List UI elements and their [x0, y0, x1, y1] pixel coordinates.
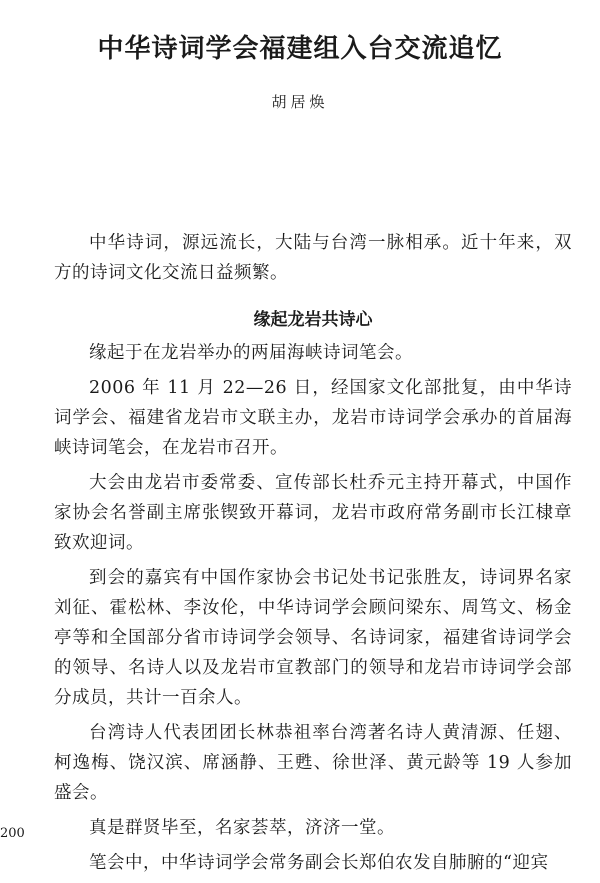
paragraph-3: 大会由龙岩市委常委、宣传部长杜乔元主持开幕式，中国作家协会名誉副主席张锲致开幕词，龙岩市政府常务副市长江棣章致欢迎词。 — [54, 473, 572, 553]
paragraph-7: 笔会中，中华诗词学会常务副会长郑伯农发自肺腑的“迎宾 — [89, 853, 549, 873]
article-body — [54, 228, 572, 883]
paragraph-5: 台湾诗人代表团团长林恭祖率台湾著名诗人黄清源、任翅、柯逸梅、饶汉滨、席涵静、王甦、徐世泽、黄元龄等 19 人参加盛会。 — [54, 723, 572, 803]
page-number: 200 — [0, 826, 25, 841]
article-author: 胡居焕 — [271, 93, 329, 111]
paragraph-4: 到会的嘉宾有中国作家协会书记处书记张胜友，诗词界名家刘征、霍松林、李汝伦，中华诗词学会顾问梁东、周笃文、杨金亭等和全国部分省市诗词学会领导、名诗词家，福建省诗词学会的领导、名诗人以及龙岩市宣教部门的领导和龙岩市诗词学会部分成员，共计一百余人。 — [54, 568, 572, 708]
intro-paragraph: 中华诗词，源远流长，大陆与台湾一脉相承。近十年来，双方的诗词文化交流日益频繁。 — [54, 233, 572, 283]
paragraph-2: 2006 年 11 月 22—26 日，经国家文化部批复，由中华诗词学会、福建省龙岩市文联主办，龙岩市诗词学会承办的首届海峡诗词笔会，在龙岩市召开。 — [54, 378, 572, 458]
article-title: 中华诗词学会福建组入台交流追忆 — [97, 34, 503, 64]
section-title: 缘起龙岩共诗心 — [253, 310, 373, 330]
paragraph-6: 真是群贤毕至，名家荟萃，济济一堂。 — [89, 818, 395, 838]
paragraph-1: 缘起于在龙岩举办的两届海峡诗词笔会。 — [89, 343, 413, 363]
